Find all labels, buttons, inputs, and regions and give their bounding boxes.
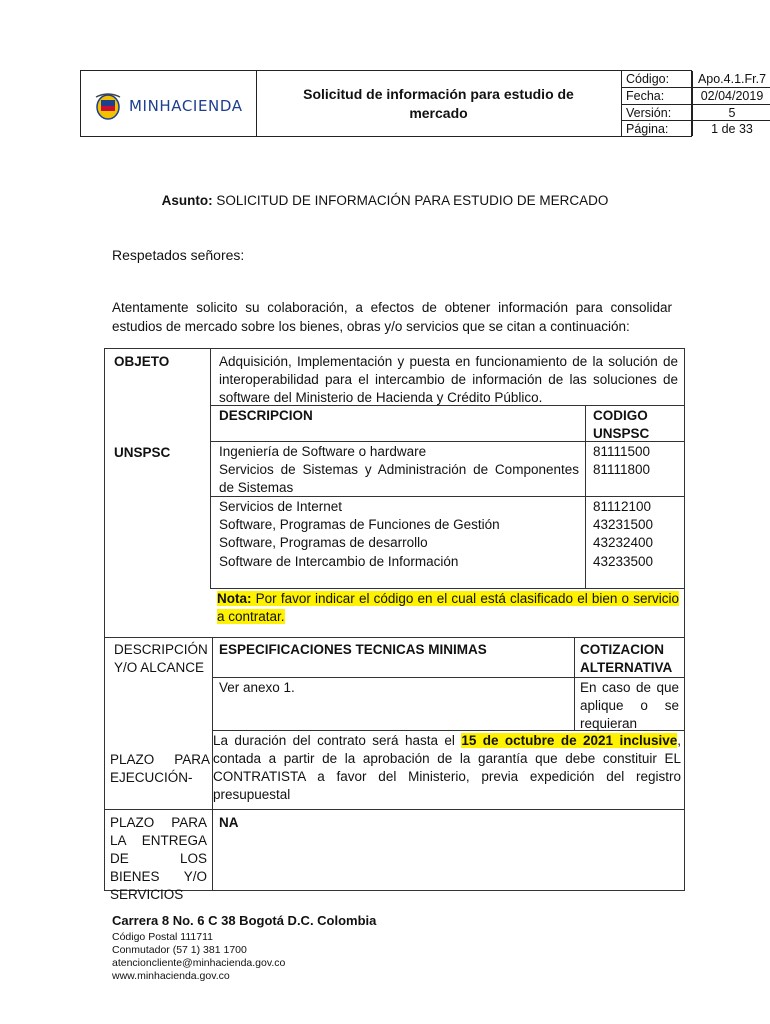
meta-value-pagina: 1 de 33 <box>693 120 770 136</box>
footer-email: atencioncliente@minhacienda.gov.co <box>112 957 286 969</box>
subject-label: Asunto: <box>161 193 213 208</box>
item-code: 43231500 <box>593 517 654 532</box>
objeto-text: Adquisición, Implementación y puesta en funcionamiento de la solución de interoperabilidad para el intercambio de información de las soluciones de software del Ministerio de Hacienda y Crédito Público. <box>219 354 678 405</box>
item-desc: Software de Intercambio de Información <box>219 554 459 569</box>
meta-label-fecha: Fecha: <box>622 87 692 103</box>
col-divider-left <box>210 349 211 589</box>
meta-label-version: Versión: <box>622 104 692 120</box>
footer-address: Carrera 8 No. 6 C 38 Bogotá D.C. Colombia <box>112 913 377 928</box>
plazo-ejecucion-post: , contada a partir de la aprobación de la garantía que debe constituir EL CONTRATISTA a favor del Ministerio, previa expedición del registro presupuestal <box>213 733 681 802</box>
footer-web: www.minhacienda.gov.co <box>112 970 230 982</box>
col-divider-cotiz <box>574 637 575 730</box>
footer-postal: Código Postal 111711 <box>112 931 213 943</box>
intro-paragraph: Atentamente solicito su colaboración, a efectos de obtener información para consolidar estudios de mercado sobre los bienes, obras y/o servicios que se citan a continuación: <box>112 300 672 334</box>
code-header-line1: CODIGO <box>593 408 648 423</box>
plazo-entrega-label: PLAZO PARA LA ENTREGA DE LOS BIENES Y/O SERVICIOS <box>110 815 207 902</box>
desc-header: DESCRIPCION <box>219 408 313 423</box>
row-divider-plazo-entrega <box>105 809 684 810</box>
plazo-ejecucion-date: 15 de octubre de 2021 inclusive <box>461 733 678 748</box>
coat-of-arms-icon <box>93 91 123 121</box>
meta-value-version: 5 <box>693 104 770 120</box>
code-header-line2: UNSPSC <box>593 426 650 441</box>
request-table <box>104 348 685 902</box>
meta-values <box>693 71 770 136</box>
document-title: Solicitud de información para estudio de mercado <box>256 71 622 136</box>
item-desc: Servicios de Sistemas y Administración de Componentes de Sistemas <box>219 462 579 495</box>
nota-label: Nota: <box>217 591 252 606</box>
item-code: 81112100 <box>593 499 652 514</box>
row-divider-alcance <box>105 637 684 638</box>
document-header <box>80 70 767 137</box>
meta-label-pagina: Página: <box>622 120 692 136</box>
item-desc: Software, Programas de desarrollo <box>219 535 428 550</box>
row-divider-espec-header <box>212 677 684 678</box>
item-code: 43232400 <box>593 535 654 550</box>
item-code: 43233500 <box>593 554 654 569</box>
plazo-ejecucion-text <box>213 732 681 804</box>
meta-value-codigo: Apo.4.1.Fr.7 <box>697 72 767 86</box>
espec-value: Ver anexo 1. <box>219 680 295 695</box>
meta-label-codigo: Código: <box>626 72 670 86</box>
item-desc: Servicios de Internet <box>219 499 343 514</box>
plazo-ejecucion-label: PLAZO PARA EJECUCIÓN- <box>110 752 210 785</box>
item-code: 81111800 <box>593 462 651 477</box>
plazo-ejecucion-pre: La duración del contrato será hasta el <box>213 733 462 748</box>
subject-text: SOLICITUD DE INFORMACIÓN PARA ESTUDIO DE MERCADO <box>212 193 609 208</box>
item-desc: Software, Programas de Funciones de Gestión <box>219 517 500 532</box>
cotiz-value: En caso de que aplique o se requieran <box>580 680 679 731</box>
row-divider-items-end <box>210 588 685 589</box>
logo-text: MINHACIENDA <box>129 97 243 115</box>
item-desc: Ingeniería de Software o hardware <box>219 444 427 459</box>
nota-box <box>217 590 679 626</box>
minhacienda-logo <box>93 91 243 121</box>
alcance-label: DESCRIPCIÓN Y/O ALCANCE <box>114 642 208 675</box>
unspsc-label: UNSPSC <box>114 445 171 460</box>
item-code: 81111500 <box>593 444 651 459</box>
salutation: Respetados señores: <box>112 247 245 263</box>
subject-line <box>0 193 770 208</box>
logo-cell <box>81 71 257 136</box>
footer-phone: Conmutador (57 1) 381 1700 <box>112 944 247 956</box>
cotiz-header: COTIZACION ALTERNATIVA <box>580 642 673 675</box>
nota-text: Por favor indicar el código en el cual está clasificado el bien o servicio a contratar. <box>217 591 679 624</box>
espec-header: ESPECIFICACIONES TECNICAS MINIMAS <box>219 642 487 657</box>
meta-labels <box>622 71 693 136</box>
meta-value-fecha: 02/04/2019 <box>693 87 770 103</box>
plazo-entrega-value: NA <box>219 815 239 830</box>
objeto-label: OBJETO <box>114 354 170 369</box>
